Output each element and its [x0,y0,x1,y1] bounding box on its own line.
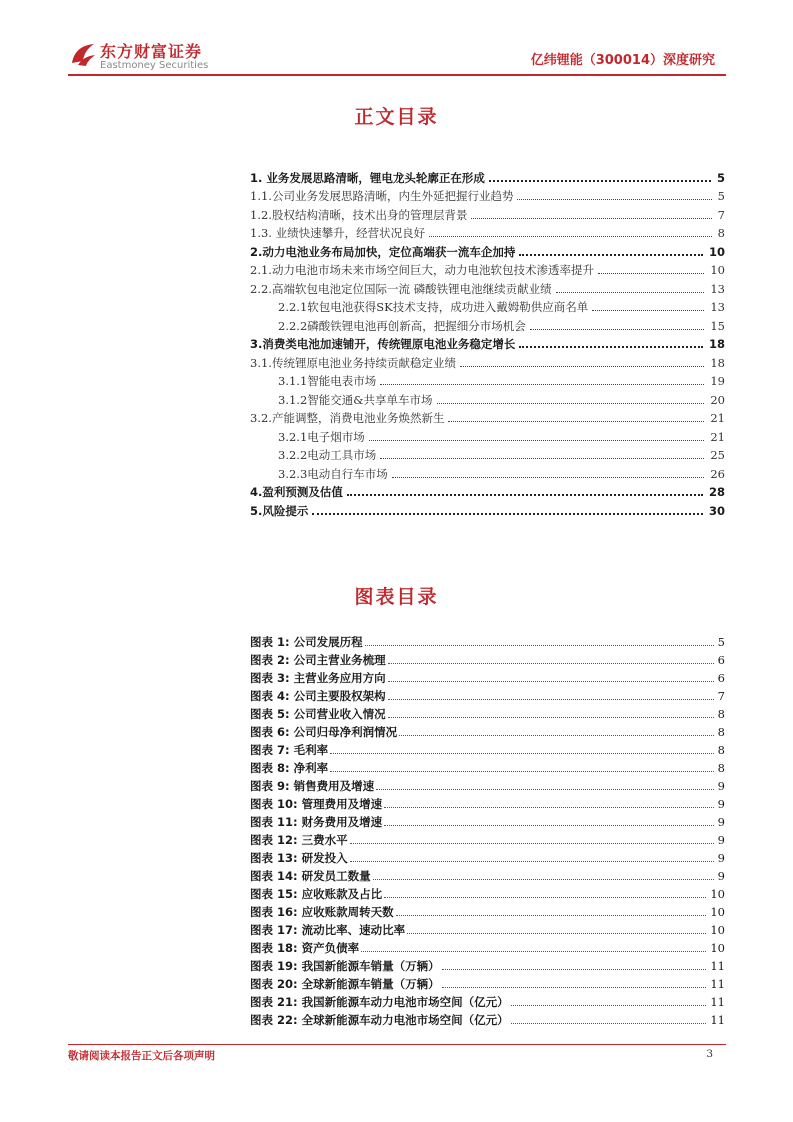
figure-entry-label: 图表 11: 财务费用及增速 [250,815,383,829]
figure-entry[interactable] [250,633,725,651]
toc-heading: 正文目录 [354,106,439,128]
figure-entry-label: 图表 21: 我国新能源车动力电池市场空间（亿元） [250,995,509,1009]
toc-entry-page: 15 [710,318,725,333]
figure-entry[interactable] [250,741,725,759]
toc-entry[interactable] [250,464,725,483]
dot-leader [511,1005,707,1006]
dot-leader [448,421,704,422]
figure-entry-label: 图表 18: 资产负债率 [250,941,360,955]
toc-entry-label: 3.1.1智能电表市场 [278,374,377,388]
figure-entry-page: 5 [717,635,725,649]
figure-entry-page: 11 [710,959,725,973]
toc-entry-label: 3.2.1电子烟市场 [278,429,365,444]
figure-entry-label: 图表 19: 我国新能源车销量（万辆） [250,959,440,973]
toc-entry-label: 1.2.股权结构清晰，技术出身的管理层背景 [250,207,468,222]
dot-leader [530,329,705,330]
dot-leader [489,180,711,182]
dot-leader [592,310,704,311]
page-header [0,0,793,80]
figure-entry[interactable] [250,867,725,885]
toc-entry-label: 3.1.传统锂原电池业务持续贡献稳定业绩 [250,355,456,370]
toc-entry-page: 8 [717,226,725,240]
toc-entry-page: 25 [710,448,725,462]
figure-entry[interactable] [250,795,725,813]
toc-entry-page: 13 [710,300,725,314]
figure-entry-label: 图表 12: 三费水平 [250,833,348,847]
dot-leader [350,843,714,844]
dot-leader [361,951,706,952]
dot-leader [380,458,704,459]
toc-entry[interactable] [250,205,725,224]
dot-leader [388,699,714,700]
dot-leader [384,825,714,826]
toc-entry-page: 10 [710,263,725,277]
figure-entry-label: 图表 16: 应收账款周转天数 [250,905,394,919]
figure-entry-label: 图表 5: 公司营业收入情况 [250,707,386,721]
dot-leader [330,753,714,754]
figure-entry-label: 图表 17: 流动比率、速动比率 [250,923,406,937]
figure-entry[interactable] [250,777,725,795]
toc-entry-page: 26 [710,466,725,481]
toc-entry-page: 18 [710,355,725,370]
figure-entry[interactable] [250,831,725,849]
figure-entry-label: 图表 7: 毛利率 [250,743,329,757]
toc-entry[interactable] [250,335,725,354]
figure-entry[interactable] [250,651,725,669]
logo-chinese-name: 东方财富证券 [100,42,203,61]
dot-leader [519,254,703,256]
toc-entry-page: 19 [710,374,725,388]
dot-leader [373,879,714,880]
dot-leader [471,218,711,219]
dot-leader [407,933,706,934]
figure-entry-page: 10 [710,887,725,901]
dot-leader [369,440,705,441]
toc-entry[interactable] [250,501,725,520]
toc-entry[interactable] [250,242,725,261]
figure-entry-label: 图表 8: 净利率 [250,761,329,775]
toc-entry-page: 28 [708,485,725,499]
dot-leader [384,807,714,808]
dot-leader [350,861,714,862]
figure-entry[interactable] [250,939,725,957]
toc-entry-label: 5.风险提示 [250,503,309,518]
figure-entry[interactable] [250,903,725,921]
toc-entry-label: 3.2.2电动工具市场 [278,448,377,462]
eastmoney-logo-icon [68,39,98,69]
toc-entry-page: 5 [716,170,725,185]
figure-list-heading: 图表目录 [354,586,439,608]
figure-entry-page: 10 [710,905,725,919]
figure-entry[interactable] [250,1011,725,1029]
toc-entry-page: 5 [717,189,725,203]
toc-entry[interactable] [250,353,725,372]
figure-entry-label: 图表 22: 全球新能源车动力电池市场空间（亿元） [250,1013,509,1027]
toc-entry-label: 4.盈利预测及估值 [250,485,343,499]
figure-entry-page: 9 [717,779,725,793]
figure-entry-label: 图表 10: 管理费用及增速 [250,797,383,811]
dot-leader [380,384,704,385]
toc-entry-label: 2.2.高端软包电池定位国际一流 磷酸铁锂电池继续贡献业绩 [250,281,552,296]
dot-leader [376,789,714,790]
figure-list [250,633,725,1029]
toc-entry[interactable] [250,372,725,391]
toc-entry-label: 2.2.2磷酸铁锂电池再创新高，把握细分市场机会 [278,318,526,333]
toc-entry-page: 21 [710,429,725,444]
dot-leader [399,735,714,736]
dot-leader [330,771,714,772]
figure-entry[interactable] [250,975,725,993]
figure-entry-label: 图表 20: 全球新能源车销量（万辆） [250,977,440,991]
figure-entry-page: 10 [710,941,725,955]
toc-entry-label: 1.1.公司业务发展思路清晰，内生外延把握行业趋势 [250,189,514,203]
dot-leader [392,477,705,478]
dot-leader [388,717,714,718]
figure-entry[interactable] [250,705,725,723]
toc-entry-label: 3.消费类电池加速铺开，传统锂原电池业务稳定增长 [250,337,516,351]
toc-entry-page: 7 [717,207,725,222]
toc-entry-label: 1. 业务发展思路清晰，锂电龙头轮廓正在形成 [250,170,485,185]
figure-entry[interactable] [250,957,725,975]
figure-entry-page: 8 [717,743,725,757]
dot-leader [460,366,704,367]
figure-entry-label: 图表 3: 主营业务应用方向 [250,671,386,685]
figure-entry-page: 9 [717,833,725,847]
toc-entry-page: 21 [710,411,725,425]
company-logo [68,37,228,77]
logo-english-name: Eastmoney Securities [100,60,209,71]
dot-leader [517,199,711,200]
dot-leader [442,987,707,988]
toc-entry-label: 3.1.2智能交通&共享单车市场 [278,392,433,407]
figure-entry[interactable] [250,921,725,939]
dot-leader [511,1023,707,1024]
figure-entry[interactable] [250,849,725,867]
toc-entry[interactable] [250,261,725,280]
toc-entry-page: 18 [708,337,725,351]
figure-entry-page: 10 [710,923,725,937]
toc-entry[interactable] [250,446,725,465]
figure-entry-label: 图表 4: 公司主要股权架构 [250,689,386,703]
toc-entry[interactable] [250,168,725,187]
toc-entry-page: 20 [710,392,725,407]
dot-leader [312,513,703,515]
figure-entry[interactable] [250,759,725,777]
toc-entry-label: 3.2.产能调整，消费电池业务焕然新生 [250,411,445,425]
page-number: 3 [706,1048,713,1060]
dot-leader [384,897,706,898]
figure-entry-page: 7 [717,689,725,703]
figure-entry[interactable] [250,993,725,1011]
toc-entry-page: 30 [708,503,725,518]
dot-leader [437,403,705,404]
toc-entry-label: 1.3. 业绩快速攀升，经营状况良好 [250,226,426,240]
toc-entry-page: 10 [708,244,725,259]
figure-entry-label: 图表 9: 销售费用及增速 [250,779,375,793]
footer-disclaimer: 敬请阅读本报告正文后各项声明 [68,1050,215,1062]
figure-entry[interactable] [250,813,725,831]
toc-entry[interactable] [250,187,725,206]
report-title: 亿纬锂能（300014）深度研究 [530,53,715,68]
figure-entry-label: 图表 14: 研发员工数量 [250,869,371,883]
figure-entry-label: 图表 13: 研发投入 [250,851,348,865]
figure-entry-page: 8 [717,725,725,739]
dot-leader [365,645,714,646]
dot-leader [556,292,705,293]
dot-leader [519,346,703,348]
dot-leader [396,915,707,916]
figure-entry-page: 9 [717,815,725,829]
figure-entry[interactable] [250,885,725,903]
toc-entry[interactable] [250,483,725,502]
toc-entry[interactable] [250,316,725,335]
toc-entry[interactable] [250,390,725,409]
table-of-contents [250,168,725,520]
dot-leader [598,273,704,274]
dot-leader [442,969,707,970]
toc-entry[interactable] [250,427,725,446]
dot-leader [388,663,714,664]
figure-entry-label: 图表 1: 公司发展历程 [250,635,363,649]
figure-entry-page: 8 [717,761,725,775]
figure-entry-label: 图表 15: 应收账款及占比 [250,887,383,901]
figure-entry-page: 8 [717,707,725,721]
figure-entry-label: 图表 2: 公司主营业务梳理 [250,653,386,667]
toc-entry-label: 2.2.1软包电池获得SK技术支持，成功进入戴姆勒供应商名单 [278,300,589,314]
toc-entry[interactable] [250,409,725,428]
figure-entry-label: 图表 6: 公司归母净利润情况 [250,725,398,739]
figure-entry-page: 9 [717,869,725,883]
toc-entry-page: 13 [710,281,725,296]
dot-leader [347,494,703,496]
figure-entry-page: 6 [717,671,725,685]
header-divider [68,74,726,76]
figure-entry-page: 9 [717,797,725,811]
toc-entry[interactable] [250,224,725,243]
figure-entry-page: 11 [710,995,725,1009]
figure-entry-page: 6 [717,653,725,667]
figure-entry[interactable] [250,723,725,741]
toc-entry-label: 3.2.3电动自行车市场 [278,466,388,481]
figure-entry-page: 9 [717,851,725,865]
figure-entry-page: 11 [710,1013,725,1027]
footer-divider [68,1044,726,1045]
dot-leader [429,236,712,237]
figure-entry[interactable] [250,687,725,705]
figure-entry-page: 11 [710,977,725,991]
toc-entry-label: 2.1.动力电池市场未来市场空间巨大，动力电池软包技术渗透率提升 [250,263,594,277]
dot-leader [388,681,714,682]
toc-entry[interactable] [250,298,725,317]
figure-entry[interactable] [250,669,725,687]
toc-entry-label: 2.动力电池业务布局加快，定位高端获一流车企加持 [250,244,516,259]
toc-entry[interactable] [250,279,725,298]
